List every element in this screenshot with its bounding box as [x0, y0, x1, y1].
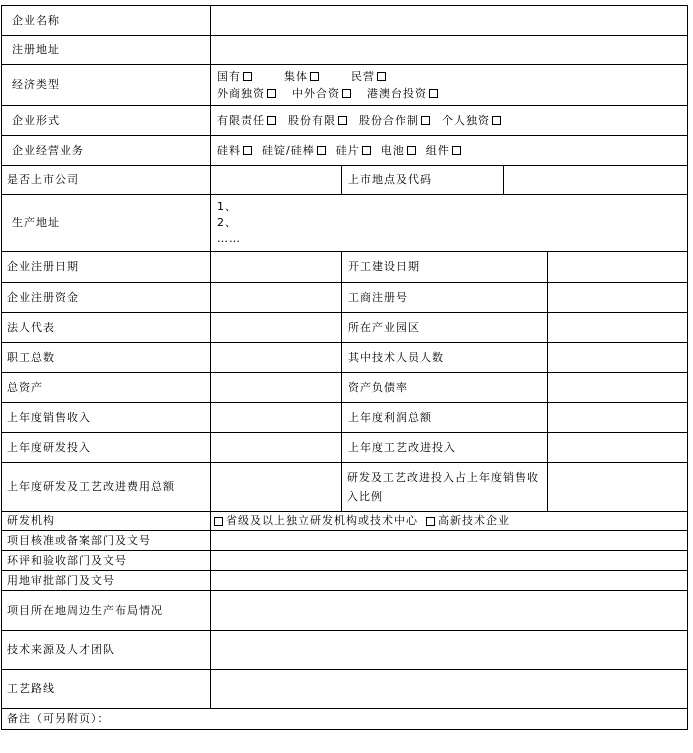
enterprise-form-options [210, 105, 688, 136]
industrial-park-field[interactable] [547, 312, 688, 343]
tech-staff-label: 其中技术人员人数 [341, 342, 548, 373]
checkbox-icon[interactable] [426, 517, 435, 526]
rd-total-cost-field[interactable] [210, 462, 342, 512]
prod-address-item: …… [217, 232, 241, 245]
construction-date-field[interactable] [547, 251, 688, 283]
listing-place-label: 上市地点及代码 [341, 165, 504, 195]
legal-rep-field[interactable] [210, 312, 342, 343]
process-route-label: 工艺路线 [1, 669, 211, 709]
form-option-sole[interactable]: 个人独资 [442, 114, 503, 128]
business-option-ingot[interactable]: 硅锭/硅棒 [262, 144, 328, 158]
business-reg-no-field[interactable] [547, 282, 688, 313]
checkbox-icon[interactable] [421, 116, 430, 125]
prod-address-list[interactable] [210, 194, 688, 252]
company-name-field[interactable] [210, 5, 688, 36]
checkbox-icon[interactable] [243, 72, 252, 81]
sales-revenue-label: 上年度销售收入 [1, 402, 211, 433]
remarks-label: 备注（可另附页）： [7, 712, 110, 725]
reg-address-label: 注册地址 [1, 35, 211, 65]
form-option-llc[interactable]: 有限责任 [217, 114, 278, 128]
land-dept-label: 用地审批部门及文号 [1, 570, 211, 591]
econ-option-collective[interactable]: 集体 [284, 70, 321, 84]
listed-field[interactable] [210, 165, 342, 195]
checkbox-icon[interactable] [267, 116, 276, 125]
env-dept-field[interactable] [210, 550, 688, 571]
tech-source-label: 技术来源及人才团队 [1, 630, 211, 670]
checkbox-icon[interactable] [317, 146, 326, 155]
prod-address-item: 2、 [217, 216, 237, 229]
production-layout-field[interactable] [210, 590, 688, 631]
econ-option-hmt[interactable]: 港澳台投资 [367, 87, 440, 101]
reg-address-field[interactable] [210, 35, 688, 65]
process-investment-label: 上年度工艺改进投入 [341, 432, 548, 463]
econ-type-label: 经济类型 [1, 64, 211, 106]
rd-org-label: 研发机构 [1, 511, 211, 531]
checkbox-icon[interactable] [362, 146, 371, 155]
reg-capital-field[interactable] [210, 282, 342, 313]
sales-revenue-field[interactable] [210, 402, 342, 433]
rd-total-cost-label: 上年度研发及工艺改进费用总额 [1, 462, 211, 512]
business-option-module[interactable]: 组件 [426, 144, 463, 158]
form-option-joint-stock[interactable]: 股份有限 [288, 114, 349, 128]
tech-source-field[interactable] [210, 630, 688, 670]
prod-address-item: 1、 [217, 200, 237, 213]
checkbox-icon[interactable] [377, 72, 386, 81]
employees-label: 职工总数 [1, 342, 211, 373]
business-option-wafer[interactable]: 硅片 [336, 144, 373, 158]
checkbox-icon[interactable] [429, 89, 438, 98]
prod-address-label: 生产地址 [1, 194, 211, 252]
land-dept-field[interactable] [210, 570, 688, 591]
econ-type-options [210, 64, 688, 106]
checkbox-icon[interactable] [342, 89, 351, 98]
form-option-cooperative[interactable]: 股份合作制 [359, 114, 432, 128]
approval-dept-field[interactable] [210, 530, 688, 551]
rd-investment-field[interactable] [210, 432, 342, 463]
total-assets-field[interactable] [210, 372, 342, 403]
checkbox-icon[interactable] [492, 116, 501, 125]
env-dept-label: 环评和验收部门及文号 [1, 550, 211, 571]
econ-option-private[interactable]: 民营 [351, 70, 388, 84]
approval-dept-label: 项目核准或备案部门及文号 [1, 530, 211, 551]
business-option-cell[interactable]: 电池 [381, 144, 418, 158]
process-investment-field[interactable] [547, 432, 688, 463]
listing-place-field[interactable] [503, 165, 688, 195]
econ-option-state[interactable]: 国有 [217, 70, 254, 84]
business-label: 企业经营业务 [1, 135, 211, 166]
debt-ratio-field[interactable] [547, 372, 688, 403]
total-profit-field[interactable] [547, 402, 688, 433]
checkbox-icon[interactable] [452, 146, 461, 155]
tech-staff-field[interactable] [547, 342, 688, 373]
process-route-field[interactable] [210, 669, 688, 709]
business-options [210, 135, 688, 166]
checkbox-icon[interactable] [267, 89, 276, 98]
rd-org-option-hitech[interactable]: 高新技术企业 [426, 514, 510, 528]
business-reg-no-label: 工商注册号 [341, 282, 548, 313]
company-name-label: 企业名称 [1, 5, 211, 36]
employees-field[interactable] [210, 342, 342, 373]
business-option-silicon-material[interactable]: 硅料 [217, 144, 254, 158]
rd-org-options [210, 511, 688, 531]
debt-ratio-label: 资产负债率 [341, 372, 548, 403]
rd-investment-label: 上年度研发投入 [1, 432, 211, 463]
reg-date-field[interactable] [210, 251, 342, 283]
enterprise-form-label: 企业形式 [1, 105, 211, 136]
construction-date-label: 开工建设日期 [341, 251, 548, 283]
checkbox-icon[interactable] [407, 146, 416, 155]
total-assets-label: 总资产 [1, 372, 211, 403]
legal-rep-label: 法人代表 [1, 312, 211, 343]
rd-org-option-provincial[interactable]: 省级及以上独立研发机构或技术中心 [214, 514, 418, 528]
checkbox-icon[interactable] [243, 146, 252, 155]
remarks-field[interactable] [1, 708, 688, 730]
rd-ratio-field[interactable] [547, 462, 688, 512]
industrial-park-label: 所在产业园区 [341, 312, 548, 343]
production-layout-label: 项目所在地周边生产布局情况 [1, 590, 211, 631]
econ-option-jv[interactable]: 中外合资 [292, 87, 353, 101]
econ-option-foreign[interactable]: 外商独资 [217, 87, 278, 101]
total-profit-label: 上年度利润总额 [341, 402, 548, 433]
listed-label: 是否上市公司 [1, 165, 211, 195]
reg-date-label: 企业注册日期 [1, 251, 211, 283]
checkbox-icon[interactable] [338, 116, 347, 125]
checkbox-icon[interactable] [214, 517, 223, 526]
checkbox-icon[interactable] [310, 72, 319, 81]
rd-ratio-label: 研发及工艺改进投入占上年度销售收入比例 [341, 462, 548, 512]
reg-capital-label: 企业注册资金 [1, 282, 211, 313]
